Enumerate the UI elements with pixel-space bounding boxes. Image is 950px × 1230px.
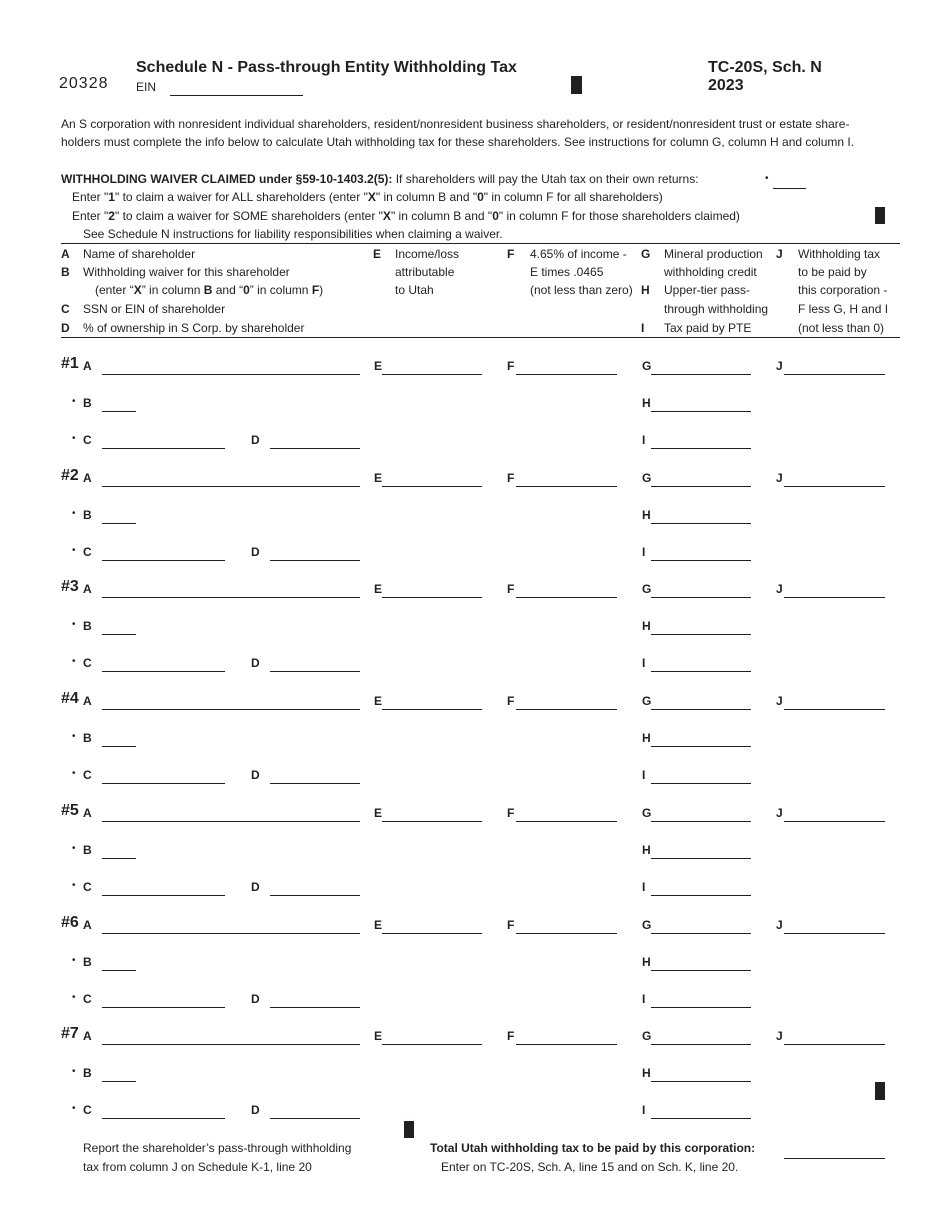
field-letter-j: J (776, 918, 783, 932)
total-instruction: Enter on TC-20S, Sch. A, line 15 and on Sch. K, line 20. (441, 1160, 739, 1174)
shareholder-1-name-field[interactable] (102, 360, 360, 375)
field-letter-e: E (374, 806, 383, 820)
bullet: • (72, 656, 76, 667)
col-c-text: SSN or EIN of shareholder (83, 302, 226, 316)
col-h-text: through withholding (664, 302, 769, 316)
shareholder-5-upper-tier-field[interactable] (651, 844, 751, 859)
col-a-text: Name of shareholder (83, 247, 196, 261)
field-letter-b: B (83, 1066, 92, 1080)
shareholder-2-name-field[interactable] (102, 472, 360, 487)
field-letter-j: J (776, 806, 783, 820)
shareholder-7-income-field[interactable] (382, 1030, 482, 1045)
field-letter-a: A (83, 918, 92, 932)
shareholder-7-mineral-credit-field[interactable] (651, 1030, 751, 1045)
bullet: • (72, 731, 76, 742)
shareholder-2-withholding-field[interactable] (784, 472, 885, 487)
col-b-text: Withholding waiver for this shareholder (83, 265, 290, 279)
total-withholding-field[interactable] (784, 1144, 885, 1159)
col-d-text: % of ownership in S Corp. by shareholder (83, 321, 305, 335)
footer-note-2: tax from column J on Schedule K-1, line 20 (83, 1160, 312, 1174)
col-g-text: Mineral production (664, 247, 763, 261)
shareholder-1-pte-tax-field[interactable] (651, 434, 751, 449)
row-number: #2 (61, 467, 79, 484)
shareholder-5-mineral-credit-field[interactable] (651, 807, 751, 822)
shareholder-4-name-field[interactable] (102, 695, 360, 710)
field-letter-a: A (83, 694, 92, 708)
shareholder-3-pte-tax-field[interactable] (651, 657, 751, 672)
field-letter-d: D (251, 992, 260, 1006)
shareholder-5-income-field[interactable] (382, 807, 482, 822)
field-letter-d: D (251, 433, 260, 447)
field-letter-g: G (642, 1029, 652, 1043)
shareholder-6-income-field[interactable] (382, 919, 482, 934)
col-f-text: 4.65% of income - (530, 247, 627, 261)
field-letter-h: H (642, 955, 651, 969)
field-letter-b: B (83, 396, 92, 410)
bullet: • (72, 768, 76, 779)
bullet: • (72, 1066, 76, 1077)
shareholder-3-income-field[interactable] (382, 583, 482, 598)
field-letter-d: D (251, 768, 260, 782)
shareholder-2-ssn-ein-field[interactable] (102, 546, 225, 561)
shareholder-2-pte-tax-field[interactable] (651, 546, 751, 561)
col-b-letter: B (61, 265, 70, 279)
col-i-letter: I (641, 321, 645, 335)
waiver-note: See Schedule N instructions for liability responsibilities when claiming a waiver. (83, 227, 503, 241)
shareholder-6-ssn-ein-field[interactable] (102, 993, 225, 1008)
form-id: TC-20S, Sch. N (708, 59, 822, 76)
field-letter-a: A (83, 806, 92, 820)
field-letter-e: E (374, 1029, 383, 1043)
field-letter-a: A (83, 359, 92, 373)
field-letter-c: C (83, 992, 92, 1006)
intro-line-1: An S corporation with nonresident individual shareholders, resident/nonresident business shareholders, or resident/nonresident trust or estate share- (61, 117, 850, 131)
field-letter-i: I (642, 1103, 646, 1117)
row-number: #3 (61, 578, 79, 595)
col-e-text: attributable (395, 265, 455, 279)
field-letter-g: G (642, 471, 652, 485)
field-letter-i: I (642, 880, 646, 894)
col-c-letter: C (61, 302, 70, 316)
shareholder-1-tax-field[interactable] (516, 360, 617, 375)
col-f-text: E times .0465 (530, 265, 604, 279)
scanner-mark (875, 207, 885, 224)
shareholder-4-upper-tier-field[interactable] (651, 732, 751, 747)
shareholder-2-income-field[interactable] (382, 472, 482, 487)
shareholder-4-mineral-credit-field[interactable] (651, 695, 751, 710)
shareholder-5-waiver-field[interactable] (102, 844, 136, 859)
field-letter-i: I (642, 433, 646, 447)
shareholder-2-waiver-field[interactable] (102, 509, 136, 524)
shareholder-1-ssn-ein-field[interactable] (102, 434, 225, 449)
waiver-heading-text: If shareholders will pay the Utah tax on their own returns: (392, 172, 699, 186)
shareholder-6-mineral-credit-field[interactable] (651, 919, 751, 934)
form-code: 20328 (59, 75, 109, 92)
col-g-letter: G (641, 247, 651, 261)
bullet: • (72, 433, 76, 444)
bullet: • (72, 955, 76, 966)
waiver-heading-bold: WITHHOLDING WAIVER CLAIMED under §59-10-1403.2(5): (61, 172, 393, 186)
shareholder-2-mineral-credit-field[interactable] (651, 472, 751, 487)
row-number: #7 (61, 1025, 79, 1042)
shareholder-4-income-field[interactable] (382, 695, 482, 710)
field-letter-b: B (83, 619, 92, 633)
field-letter-f: F (507, 1029, 515, 1043)
field-letter-f: F (507, 359, 515, 373)
row-number: #1 (61, 355, 79, 372)
field-letter-h: H (642, 843, 651, 857)
bullet: • (72, 508, 76, 519)
field-letter-e: E (374, 582, 383, 596)
shareholder-7-ssn-ein-field[interactable] (102, 1104, 225, 1119)
field-letter-e: E (374, 359, 383, 373)
col-f-text: (not less than zero) (530, 283, 633, 297)
shareholder-2-tax-field[interactable] (516, 472, 617, 487)
shareholder-7-name-field[interactable] (102, 1030, 360, 1045)
shareholder-7-waiver-field[interactable] (102, 1067, 136, 1082)
shareholder-6-tax-field[interactable] (516, 919, 617, 934)
col-a-letter: A (61, 247, 70, 261)
field-letter-b: B (83, 843, 92, 857)
shareholder-1-ownership-field[interactable] (270, 434, 360, 449)
shareholder-2-upper-tier-field[interactable] (651, 509, 751, 524)
field-letter-e: E (374, 694, 383, 708)
field-letter-j: J (776, 359, 783, 373)
shareholder-3-tax-field[interactable] (516, 583, 617, 598)
field-letter-j: J (776, 471, 783, 485)
col-j-text: Withholding tax (798, 247, 881, 261)
shareholder-3-name-field[interactable] (102, 583, 360, 598)
field-letter-c: C (83, 656, 92, 670)
field-letter-a: A (83, 471, 92, 485)
waiver-heading (61, 172, 699, 186)
field-letter-e: E (374, 471, 383, 485)
field-letter-a: A (83, 582, 92, 596)
field-letter-f: F (507, 694, 515, 708)
ein-field[interactable] (170, 81, 303, 96)
shareholder-4-ownership-field[interactable] (270, 769, 360, 784)
field-letter-i: I (642, 992, 646, 1006)
field-letter-i: I (642, 545, 646, 559)
field-letter-f: F (507, 471, 515, 485)
field-letter-a: A (83, 1029, 92, 1043)
shareholder-1-mineral-credit-field[interactable] (651, 360, 751, 375)
footer-note-1: Report the shareholder’s pass-through withholding (83, 1141, 352, 1155)
shareholder-3-waiver-field[interactable] (102, 620, 136, 635)
col-e-text: to Utah (395, 283, 434, 297)
ein-label: EIN (136, 80, 157, 94)
header-rule-top (61, 243, 900, 244)
form-title: Schedule N - Pass-through Entity Withholding Tax (136, 59, 517, 76)
field-letter-h: H (642, 619, 651, 633)
bullet: • (765, 173, 769, 184)
shareholder-4-ssn-ein-field[interactable] (102, 769, 225, 784)
field-letter-e: E (374, 918, 383, 932)
col-e-text: Income/loss (395, 247, 460, 261)
shareholder-3-mineral-credit-field[interactable] (651, 583, 751, 598)
waiver-option-1: Enter "1" to claim a waiver for ALL shareholders (enter "X" in column B and "0" in column F for all shareholders) (72, 190, 663, 204)
shareholder-6-upper-tier-field[interactable] (651, 956, 751, 971)
scanner-mark (875, 1082, 885, 1100)
col-b-subtext: (enter “X” in column B and “0” in column F) (95, 283, 324, 297)
field-letter-h: H (642, 1066, 651, 1080)
field-letter-d: D (251, 656, 260, 670)
bullet: • (72, 545, 76, 556)
scanner-mark (571, 76, 582, 94)
field-letter-j: J (776, 1029, 783, 1043)
shareholder-4-pte-tax-field[interactable] (651, 769, 751, 784)
field-letter-c: C (83, 768, 92, 782)
shareholder-7-ownership-field[interactable] (270, 1104, 360, 1119)
shareholder-5-tax-field[interactable] (516, 807, 617, 822)
field-letter-i: I (642, 656, 646, 670)
shareholder-1-income-field[interactable] (382, 360, 482, 375)
field-letter-c: C (83, 545, 92, 559)
field-letter-i: I (642, 768, 646, 782)
field-letter-g: G (642, 694, 652, 708)
shareholder-5-ownership-field[interactable] (270, 881, 360, 896)
field-letter-d: D (251, 545, 260, 559)
shareholder-5-pte-tax-field[interactable] (651, 881, 751, 896)
shareholder-7-pte-tax-field[interactable] (651, 1104, 751, 1119)
field-letter-b: B (83, 508, 92, 522)
col-e-letter: E (373, 247, 382, 261)
shareholder-6-waiver-field[interactable] (102, 956, 136, 971)
field-letter-b: B (83, 731, 92, 745)
shareholder-1-withholding-field[interactable] (784, 360, 885, 375)
row-number: #5 (61, 802, 79, 819)
shareholder-6-pte-tax-field[interactable] (651, 993, 751, 1008)
field-letter-h: H (642, 396, 651, 410)
shareholder-7-withholding-field[interactable] (784, 1030, 885, 1045)
bullet: • (72, 1103, 76, 1114)
field-letter-g: G (642, 918, 652, 932)
bullet: • (72, 619, 76, 630)
shareholder-6-ownership-field[interactable] (270, 993, 360, 1008)
col-j-text: F less G, H and I (798, 302, 889, 316)
bullet: • (72, 992, 76, 1003)
field-letter-c: C (83, 880, 92, 894)
form-year: 2023 (708, 77, 744, 94)
col-h-letter: H (641, 283, 650, 297)
total-label: Total Utah withholding tax to be paid by this corporation: (430, 1141, 756, 1155)
shareholder-7-upper-tier-field[interactable] (651, 1067, 751, 1082)
shareholder-4-waiver-field[interactable] (102, 732, 136, 747)
field-letter-g: G (642, 582, 652, 596)
waiver-option-2: Enter "2" to claim a waiver for SOME shareholders (enter "X" in column B and "0" in column F for those shareholders claimed) (72, 209, 740, 223)
shareholder-6-withholding-field[interactable] (784, 919, 885, 934)
intro-line-2: holders must complete the info below to calculate Utah withholding tax for these shareholders. See instructions for column G, column H and column I. (61, 135, 855, 149)
field-letter-f: F (507, 806, 515, 820)
shareholder-1-upper-tier-field[interactable] (651, 397, 751, 412)
shareholder-7-tax-field[interactable] (516, 1030, 617, 1045)
field-letter-g: G (642, 359, 652, 373)
field-letter-f: F (507, 582, 515, 596)
col-j-text: to be paid by (798, 265, 867, 279)
bullet: • (72, 843, 76, 854)
shareholder-3-ssn-ein-field[interactable] (102, 657, 225, 672)
field-letter-j: J (776, 582, 783, 596)
col-i-text: Tax paid by PTE (664, 321, 752, 335)
shareholder-5-name-field[interactable] (102, 807, 360, 822)
field-letter-j: J (776, 694, 783, 708)
header-rule-bottom (61, 337, 900, 338)
col-g-text: withholding credit (664, 265, 757, 279)
field-letter-f: F (507, 918, 515, 932)
field-letter-c: C (83, 1103, 92, 1117)
field-letter-b: B (83, 955, 92, 969)
field-letter-g: G (642, 806, 652, 820)
row-number: #4 (61, 690, 79, 707)
waiver-code-field[interactable] (773, 174, 806, 189)
shareholder-3-upper-tier-field[interactable] (651, 620, 751, 635)
shareholder-6-name-field[interactable] (102, 919, 360, 934)
shareholder-3-withholding-field[interactable] (784, 583, 885, 598)
col-j-text: this corporation - (798, 283, 888, 297)
scanner-mark (404, 1121, 414, 1138)
field-letter-h: H (642, 731, 651, 745)
bullet: • (72, 396, 76, 407)
row-number: #6 (61, 914, 79, 931)
shareholder-3-ownership-field[interactable] (270, 657, 360, 672)
shareholder-4-withholding-field[interactable] (784, 695, 885, 710)
shareholder-4-tax-field[interactable] (516, 695, 617, 710)
col-d-letter: D (61, 321, 70, 335)
field-letter-h: H (642, 508, 651, 522)
field-letter-c: C (83, 433, 92, 447)
field-letter-d: D (251, 1103, 260, 1117)
col-h-text: Upper-tier pass- (664, 283, 751, 297)
bullet: • (72, 880, 76, 891)
shareholder-5-ssn-ein-field[interactable] (102, 881, 225, 896)
col-f-letter: F (507, 247, 515, 261)
shareholder-1-waiver-field[interactable] (102, 397, 136, 412)
shareholder-5-withholding-field[interactable] (784, 807, 885, 822)
col-j-text: (not less than 0) (798, 321, 885, 335)
field-letter-d: D (251, 880, 260, 894)
col-j-letter: J (776, 247, 783, 261)
shareholder-2-ownership-field[interactable] (270, 546, 360, 561)
